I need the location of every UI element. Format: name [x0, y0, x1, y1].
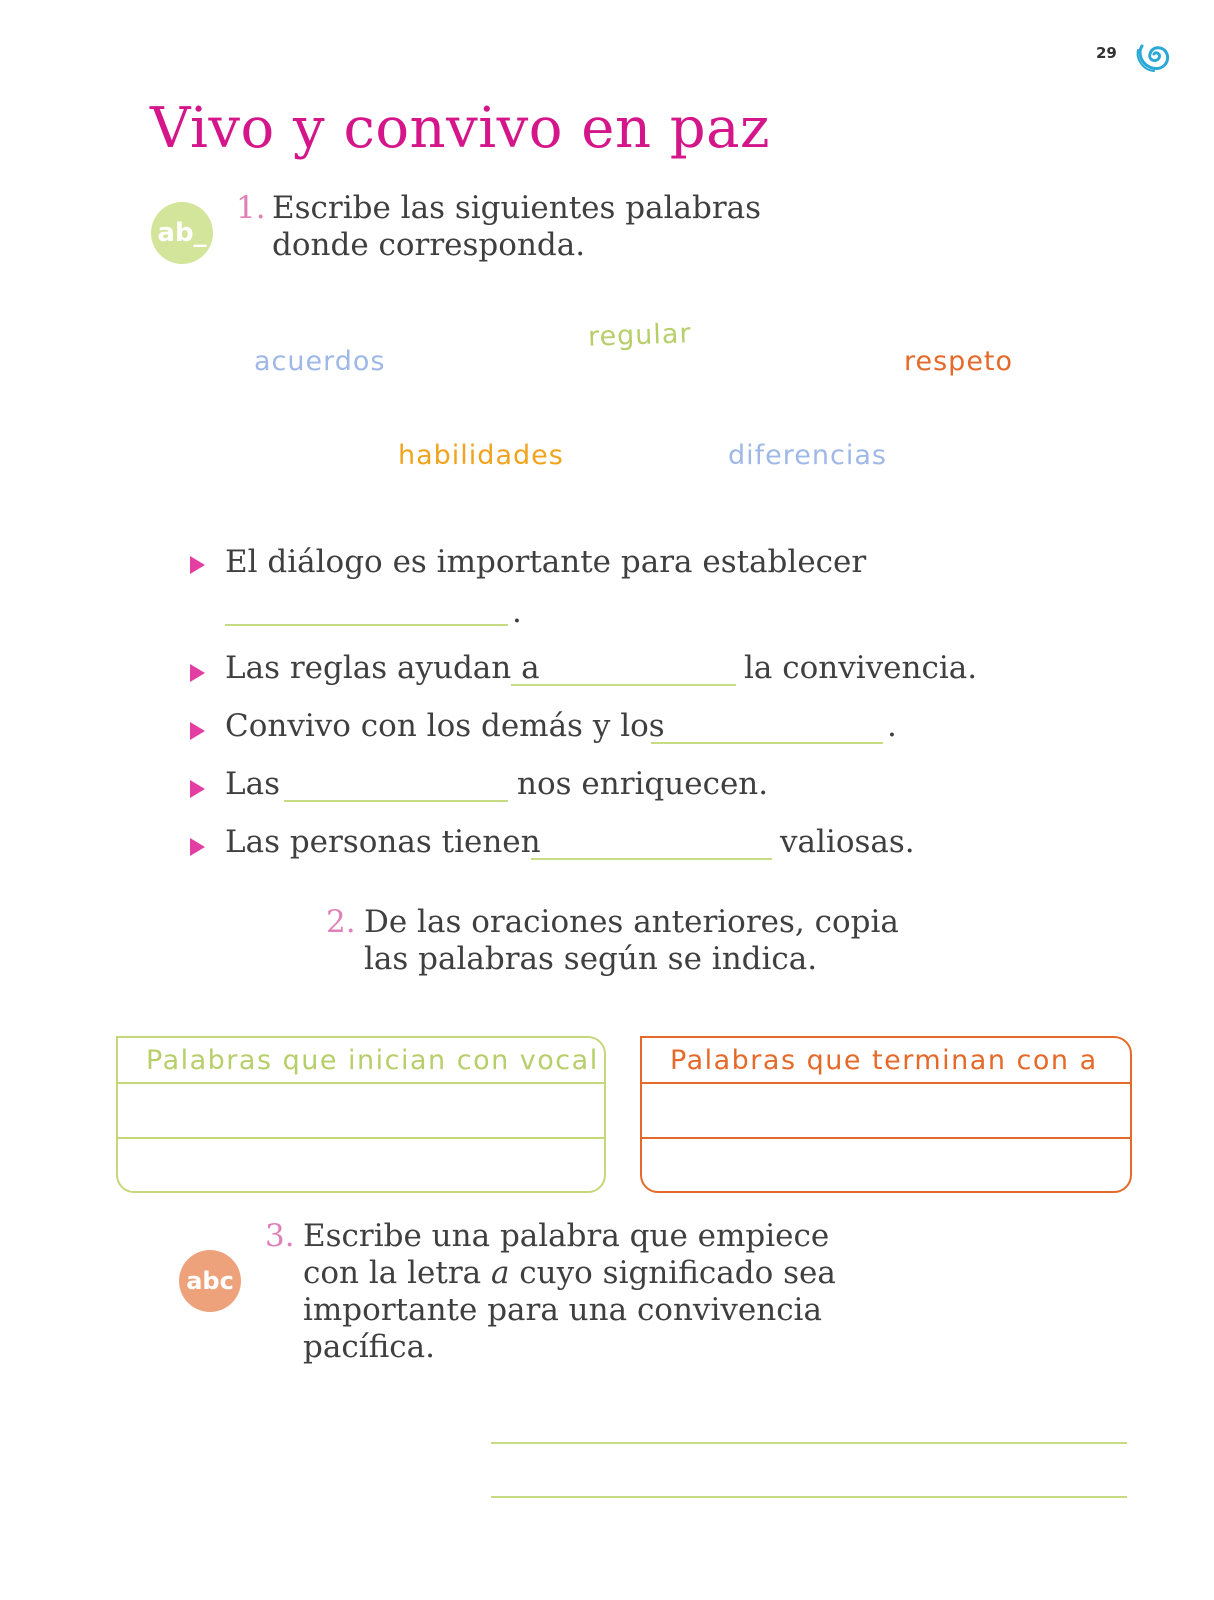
- abc-writing-icon: [179, 1250, 241, 1312]
- answer-line[interactable]: [491, 1496, 1127, 1498]
- sentence-text: Convivo con los demás y los: [225, 708, 665, 744]
- sentence-text: .: [512, 594, 522, 630]
- table-answer-row[interactable]: [642, 1084, 1130, 1139]
- table-answer-row[interactable]: [118, 1139, 604, 1192]
- badge-label: abc: [186, 1267, 234, 1295]
- sentence-text: El diálogo es importante para establecer: [225, 544, 867, 580]
- bullet-arrow-icon: [190, 556, 205, 574]
- exercise-number: 3.: [265, 1218, 295, 1254]
- word-bank-item: respeto: [904, 346, 1014, 377]
- page-title: Vivo y convivo en paz: [150, 96, 771, 161]
- answer-blank[interactable]: [511, 684, 736, 686]
- sentence-text: nos enriquecen.: [517, 766, 769, 802]
- exercise-number: 1.: [236, 190, 266, 226]
- instruction-line: pacífica.: [303, 1329, 435, 1365]
- ends-with-a-table: [640, 1036, 1132, 1193]
- sentence-text: Las personas tienen: [225, 824, 541, 860]
- instruction-line: Escribe una palabra que empiece: [303, 1218, 830, 1254]
- instruction-line: importante para una convivencia: [303, 1292, 822, 1328]
- sentence-text: valiosas.: [780, 824, 915, 860]
- exercise-1-instruction: [236, 190, 761, 264]
- table-answer-row[interactable]: [642, 1139, 1130, 1192]
- instruction-line: donde corresponda.: [272, 227, 586, 263]
- table-header: Palabras que inician con vocal: [118, 1038, 604, 1084]
- table-header: Palabras que terminan con a: [642, 1038, 1130, 1084]
- instruction-line: las palabras según se indica.: [364, 941, 818, 977]
- sentence-text: .: [887, 708, 897, 744]
- instruction-line: [265, 1255, 836, 1292]
- word-bank-item: regular: [587, 318, 693, 353]
- instruction-line: De las oraciones anteriores, copia: [364, 904, 899, 940]
- sentence-text: la convivencia.: [744, 650, 978, 686]
- answer-blank[interactable]: [651, 742, 883, 744]
- sentence-text: Las reglas ayudan a: [225, 650, 540, 686]
- answer-blank[interactable]: [531, 858, 772, 860]
- answer-blank[interactable]: [284, 800, 508, 802]
- bullet-arrow-icon: [190, 838, 205, 856]
- exercise-number: 2.: [326, 904, 356, 940]
- bullet-arrow-icon: [190, 722, 205, 740]
- instruction-line: Escribe las siguientes palabras: [272, 190, 762, 226]
- ab-writing-icon: [151, 202, 213, 264]
- highlighted-letter: a: [490, 1255, 510, 1291]
- sentence-text: Las: [225, 766, 280, 802]
- bullet-arrow-icon: [190, 664, 205, 682]
- word-bank-item: diferencias: [728, 440, 887, 471]
- swirl-logo-icon: [1136, 38, 1174, 74]
- answer-blank[interactable]: [225, 624, 508, 626]
- exercise-3-instruction: [265, 1218, 836, 1366]
- word-bank-item: habilidades: [398, 440, 564, 471]
- badge-label: ab_: [157, 218, 207, 248]
- answer-line[interactable]: [491, 1442, 1127, 1444]
- page-number: 29: [1096, 44, 1117, 62]
- table-answer-row[interactable]: [118, 1084, 604, 1139]
- exercise-2-instruction: [326, 904, 899, 978]
- vowel-start-table: [116, 1036, 606, 1193]
- instruction-text: con la letra: [303, 1255, 491, 1291]
- word-bank-item: acuerdos: [254, 346, 386, 377]
- instruction-text: cuyo significado sea: [509, 1255, 836, 1291]
- bullet-arrow-icon: [190, 780, 205, 798]
